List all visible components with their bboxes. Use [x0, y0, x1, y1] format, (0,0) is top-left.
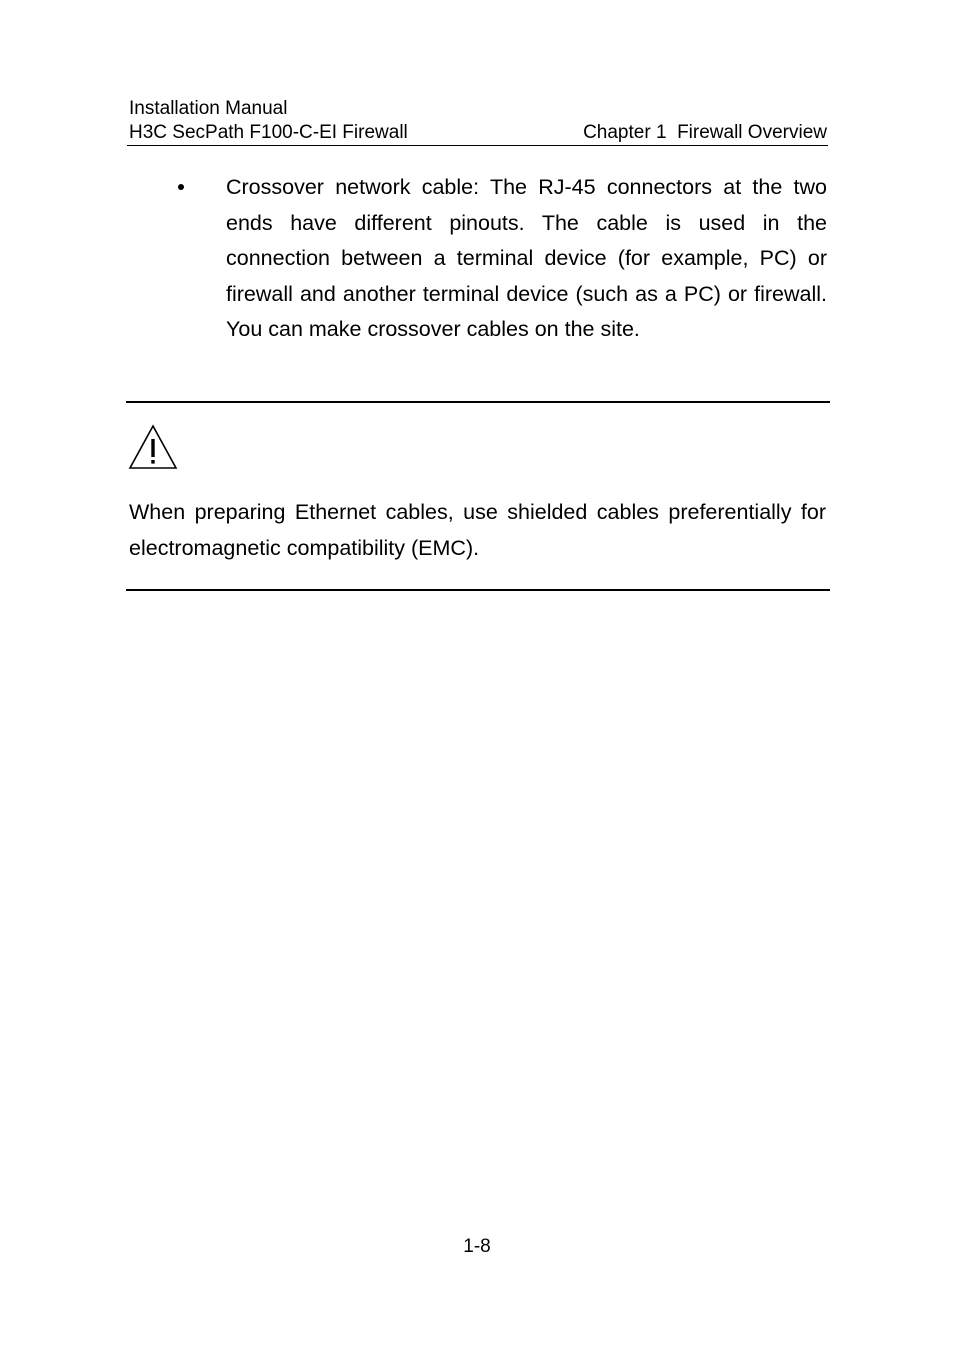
header-chapter: Chapter 1 Firewall Overview — [583, 122, 827, 143]
header-doc-title: Installation Manual — [129, 98, 288, 119]
header-rule — [127, 145, 828, 146]
header-product: H3C SecPath F100-C-EI Firewall — [129, 122, 408, 143]
caution-bottom-rule — [126, 589, 830, 591]
bullet-text: Crossover network cable: The RJ-45 connectors at the two ends have different pinouts. The cable is used in the connection between a terminal device (for example, PC) or firewall and another terminal device (such as a PC) or firewall. You can make crossover cables on the site. — [226, 175, 827, 341]
bullet-dot-icon — [178, 184, 184, 190]
page-number: 1-8 — [463, 1236, 491, 1257]
caution-top-rule — [126, 401, 830, 403]
bullet-item — [178, 170, 827, 348]
caution-text: When preparing Ethernet cables, use shielded cables preferentially for electromagnetic compatibility (EMC). — [129, 500, 826, 560]
header-row — [129, 121, 827, 145]
warning-triangle-icon — [128, 424, 178, 470]
page-header — [129, 97, 827, 145]
